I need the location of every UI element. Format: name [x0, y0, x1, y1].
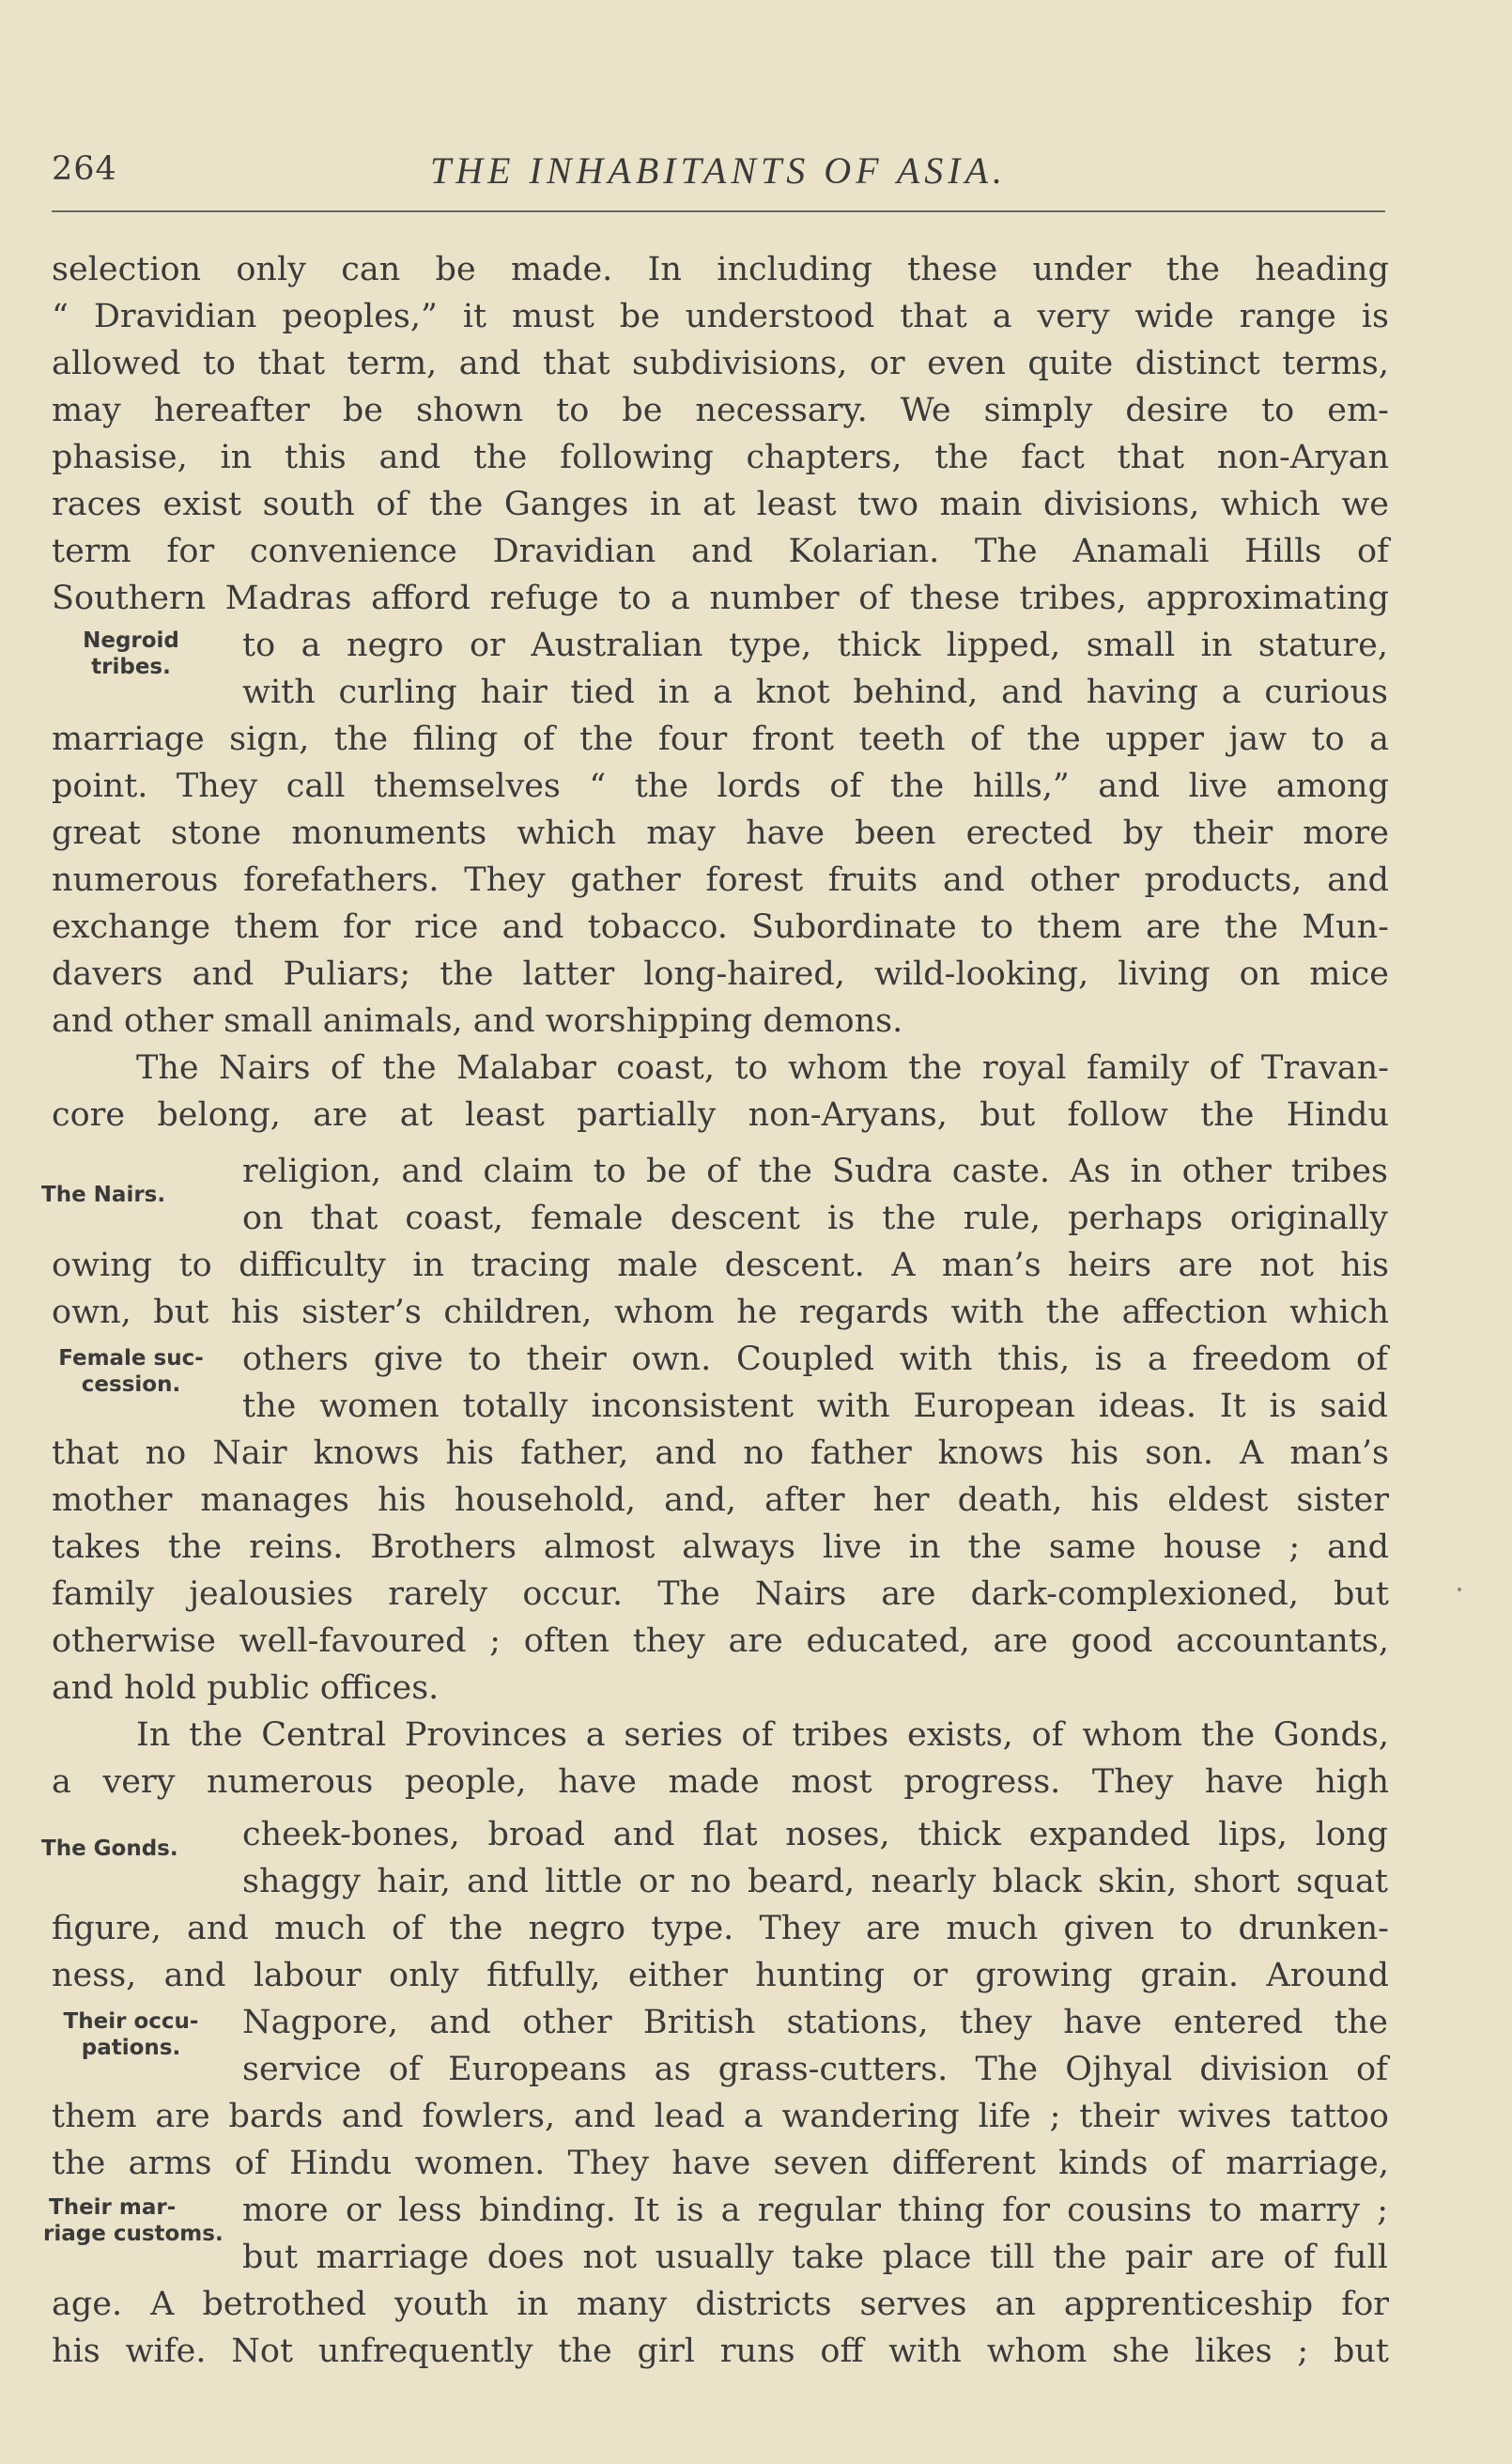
text-line: but marriage does not usually take place till the pair are of full [242, 2239, 1388, 2276]
margin-note-marriage-customs: Their mar- riage customs. [43, 2195, 224, 2246]
page-header [52, 148, 1385, 205]
page-number: 264 [52, 150, 117, 188]
text-line: otherwise well-favoured ; often they are educated, are good accountants, [52, 1622, 1389, 1660]
text-line: more or less binding. It is a regular thing for cousins to marry ; [242, 2192, 1388, 2229]
text-line: service of Europeans as grass-cutters. The Ojhyal division of [242, 2051, 1388, 2088]
text-line: davers and Puliars; the latter long-haired, wild-looking, living on mice [52, 955, 1389, 993]
text-line: point. They call themselves “ the lords of the hills,” and live among [52, 767, 1389, 805]
text-line: mother manages his household, and, after her death, his eldest sister [52, 1481, 1389, 1519]
paper-speck [1458, 1588, 1461, 1591]
text-line: races exist south of the Ganges in at least two main divisions, which we [52, 486, 1389, 523]
text-line: that no Nair knows his father, and no father knows his son. A man’s [52, 1434, 1389, 1472]
text-line: “ Dravidian peoples,” it must be understood that a very wide range is [52, 298, 1389, 335]
text-line: great stone monuments which may have been erected by their more [52, 814, 1389, 852]
text-line: The Nairs of the Malabar coast, to whom the royal family of Travan- [136, 1049, 1389, 1087]
margin-note-the-nairs: The Nairs. [41, 1183, 166, 1207]
text-line: a very numerous people, have made most progress. They have high [52, 1763, 1389, 1801]
text-line: on that coast, female descent is the rule, perhaps originally [242, 1200, 1388, 1237]
text-line: term for convenience Dravidian and Kolarian. The Anamali Hills of [52, 533, 1389, 570]
margin-note-female-succession: Female suc- cession. [58, 1346, 204, 1397]
text-line: In the Central Provinces a series of tribes exists, of whom the Gonds, [136, 1716, 1389, 1754]
margin-note-occupations: Their occu- pations. [63, 2009, 199, 2060]
text-line: the arms of Hindu women. They have seven different kinds of marriage, [52, 2145, 1389, 2182]
running-title: THE INHABITANTS OF ASIA. [429, 149, 1008, 192]
text-line: cheek-bones, broad and flat noses, thick expanded lips, long [242, 1816, 1388, 1853]
text-line: religion, and claim to be of the Sudra caste. As in other tribes [242, 1153, 1388, 1190]
text-line: and other small animals, and worshipping demons. [52, 1002, 903, 1040]
text-line: the women totally inconsistent with European ideas. It is said [242, 1387, 1388, 1425]
text-line: selection only can be made. In including these under the heading [52, 251, 1389, 288]
text-line: his wife. Not unfrequently the girl runs off with whom she likes ; but [52, 2332, 1389, 2370]
text-line: age. A betrothed youth in many districts serves an apprenticeship for [52, 2286, 1389, 2323]
text-line: and hold public offices. [52, 1669, 440, 1707]
text-line: family jealousies rarely occur. The Nairs are dark-complexioned, but [52, 1575, 1389, 1613]
text-line: figure, and much of the negro type. They are much given to drunken- [52, 1910, 1389, 1947]
text-line: numerous forefathers. They gather forest fruits and other products, and [52, 861, 1389, 899]
text-line: takes the reins. Brothers almost always live in the same house ; and [52, 1528, 1389, 1566]
text-line: owing to difficulty in tracing male descent. A man’s heirs are not his [52, 1247, 1389, 1284]
text-line: shaggy hair, and little or no beard, nearly black skin, short squat [242, 1863, 1388, 1900]
text-line: them are bards and fowlers, and lead a wandering life ; their wives tattoo [52, 2098, 1389, 2135]
margin-note-negroid-tribes: Negroid tribes. [83, 628, 179, 679]
text-line: may hereafter be shown to be necessary. We simply desire to em- [52, 392, 1389, 429]
text-line: own, but his sister’s children, whom he regards with the affection which [52, 1294, 1389, 1331]
text-line: Southern Madras afford refuge to a number of these tribes, approximating [52, 580, 1389, 617]
text-line: others give to their own. Coupled with this, is a freedom of [242, 1340, 1388, 1378]
text-line: to a negro or Australian type, thick lipped, small in stature, [242, 627, 1388, 664]
text-line: core belong, are at least partially non-Aryans, but follow the Hindu [52, 1096, 1389, 1134]
header-rule [52, 210, 1385, 212]
text-line: ness, and labour only fitfully, either hunting or growing grain. Around [52, 1957, 1389, 1994]
text-line: with curling hair tied in a knot behind, and having a curious [242, 674, 1388, 711]
text-line: marriage sign, the filing of the four front teeth of the upper jaw to a [52, 721, 1389, 758]
text-line: exchange them for rice and tobacco. Subordinate to them are the Mun- [52, 908, 1389, 946]
margin-note-the-gonds: The Gonds. [41, 1836, 178, 1861]
text-line: allowed to that term, and that subdivisions, or even quite distinct terms, [52, 345, 1389, 382]
text-line: Nagpore, and other British stations, they have entered the [242, 2004, 1388, 2041]
text-line: phasise, in this and the following chapters, the fact that non-Aryan [52, 439, 1389, 476]
